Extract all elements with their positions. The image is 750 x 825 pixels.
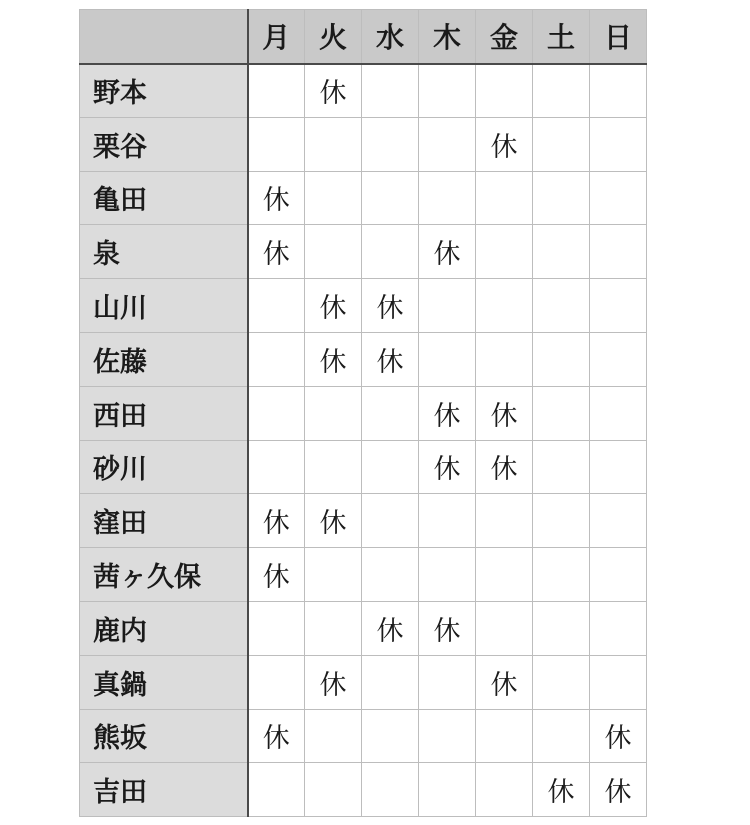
- day-header-sun: 日: [590, 10, 647, 64]
- staff-name: 野本: [80, 64, 248, 118]
- schedule-container: [79, 9, 647, 817]
- schedule-cell: [476, 763, 533, 817]
- schedule-cell: [590, 225, 647, 279]
- schedule-cell: [248, 655, 305, 709]
- schedule-cell: [248, 763, 305, 817]
- schedule-cell: 休: [305, 64, 362, 118]
- schedule-cell: [362, 117, 419, 171]
- day-header-tue: 火: [305, 10, 362, 64]
- schedule-cell: [533, 655, 590, 709]
- day-header-fri: 金: [476, 10, 533, 64]
- schedule-cell: [305, 440, 362, 494]
- schedule-cell: [476, 548, 533, 602]
- schedule-cell: [305, 709, 362, 763]
- schedule-cell: [419, 709, 476, 763]
- staff-name: 鹿内: [80, 601, 248, 655]
- schedule-cell: [419, 763, 476, 817]
- schedule-cell: 休: [362, 601, 419, 655]
- schedule-cell: [362, 548, 419, 602]
- schedule-cell: [305, 117, 362, 171]
- corner-cell: [80, 10, 248, 64]
- schedule-cell: [533, 117, 590, 171]
- schedule-cell: [305, 548, 362, 602]
- schedule-cell: 休: [248, 709, 305, 763]
- staff-name: 亀田: [80, 171, 248, 225]
- schedule-cell: [590, 386, 647, 440]
- schedule-cell: [305, 763, 362, 817]
- day-header-mon: 月: [248, 10, 305, 64]
- schedule-cell: [590, 64, 647, 118]
- schedule-cell: [362, 440, 419, 494]
- schedule-cell: [419, 332, 476, 386]
- table-row: [80, 117, 647, 171]
- schedule-cell: 休: [248, 225, 305, 279]
- schedule-cell: [362, 225, 419, 279]
- table-row: [80, 440, 647, 494]
- schedule-cell: 休: [419, 601, 476, 655]
- staff-name: 窪田: [80, 494, 248, 548]
- schedule-cell: [476, 171, 533, 225]
- schedule-cell: 休: [419, 386, 476, 440]
- staff-name: 真鍋: [80, 655, 248, 709]
- schedule-cell: [476, 279, 533, 333]
- schedule-cell: [248, 332, 305, 386]
- schedule-cell: [419, 548, 476, 602]
- schedule-cell: [419, 494, 476, 548]
- staff-name: 山川: [80, 279, 248, 333]
- schedule-cell: [362, 763, 419, 817]
- schedule-cell: 休: [476, 117, 533, 171]
- schedule-cell: 休: [305, 332, 362, 386]
- table-row: [80, 225, 647, 279]
- schedule-cell: 休: [305, 279, 362, 333]
- table-row: [80, 548, 647, 602]
- schedule-cell: 休: [248, 548, 305, 602]
- day-header-sat: 土: [533, 10, 590, 64]
- schedule-cell: [533, 225, 590, 279]
- schedule-cell: [419, 279, 476, 333]
- schedule-body: [80, 64, 647, 817]
- schedule-cell: [533, 601, 590, 655]
- schedule-cell: 休: [419, 440, 476, 494]
- schedule-cell: [590, 332, 647, 386]
- staff-name: 茜ヶ久保: [80, 548, 248, 602]
- schedule-cell: 休: [476, 440, 533, 494]
- table-row: [80, 655, 647, 709]
- staff-name: 栗谷: [80, 117, 248, 171]
- day-header-thu: 木: [419, 10, 476, 64]
- schedule-cell: 休: [362, 279, 419, 333]
- table-row: [80, 171, 647, 225]
- schedule-cell: [248, 601, 305, 655]
- schedule-cell: [590, 494, 647, 548]
- schedule-cell: [419, 64, 476, 118]
- schedule-cell: [476, 225, 533, 279]
- schedule-cell: 休: [305, 655, 362, 709]
- schedule-cell: [362, 171, 419, 225]
- staff-name: 吉田: [80, 763, 248, 817]
- table-row: [80, 386, 647, 440]
- table-row: [80, 709, 647, 763]
- schedule-cell: [476, 332, 533, 386]
- schedule-cell: [533, 332, 590, 386]
- schedule-cell: [305, 225, 362, 279]
- staff-name: 佐藤: [80, 332, 248, 386]
- schedule-cell: [590, 171, 647, 225]
- schedule-cell: 休: [248, 171, 305, 225]
- schedule-cell: [305, 171, 362, 225]
- schedule-cell: 休: [362, 332, 419, 386]
- schedule-cell: [533, 548, 590, 602]
- schedule-cell: 休: [533, 763, 590, 817]
- schedule-cell: [590, 117, 647, 171]
- table-row: [80, 64, 647, 118]
- table-row: [80, 763, 647, 817]
- schedule-cell: [590, 601, 647, 655]
- schedule-cell: [248, 440, 305, 494]
- schedule-cell: [248, 117, 305, 171]
- staff-name: 砂川: [80, 440, 248, 494]
- schedule-cell: 休: [419, 225, 476, 279]
- schedule-cell: [362, 655, 419, 709]
- schedule-cell: 休: [305, 494, 362, 548]
- schedule-cell: [305, 386, 362, 440]
- day-off-schedule-table: [79, 9, 647, 817]
- schedule-cell: [590, 440, 647, 494]
- schedule-cell: [248, 386, 305, 440]
- schedule-cell: [248, 279, 305, 333]
- schedule-cell: [248, 64, 305, 118]
- table-row: [80, 279, 647, 333]
- schedule-cell: [590, 655, 647, 709]
- header-row: [80, 10, 647, 64]
- schedule-cell: 休: [248, 494, 305, 548]
- schedule-cell: [590, 548, 647, 602]
- schedule-cell: [533, 386, 590, 440]
- schedule-cell: [476, 709, 533, 763]
- schedule-cell: [533, 64, 590, 118]
- table-row: [80, 601, 647, 655]
- schedule-cell: [362, 709, 419, 763]
- schedule-cell: [419, 655, 476, 709]
- schedule-cell: [533, 171, 590, 225]
- table-row: [80, 494, 647, 548]
- schedule-cell: [476, 601, 533, 655]
- schedule-cell: [533, 279, 590, 333]
- schedule-cell: 休: [476, 386, 533, 440]
- schedule-cell: [362, 494, 419, 548]
- schedule-cell: [476, 494, 533, 548]
- schedule-cell: 休: [476, 655, 533, 709]
- schedule-cell: [305, 601, 362, 655]
- staff-name: 西田: [80, 386, 248, 440]
- schedule-cell: [533, 440, 590, 494]
- schedule-cell: [533, 709, 590, 763]
- schedule-cell: [362, 64, 419, 118]
- schedule-cell: 休: [590, 709, 647, 763]
- schedule-cell: 休: [590, 763, 647, 817]
- schedule-cell: [419, 171, 476, 225]
- schedule-cell: [362, 386, 419, 440]
- schedule-cell: [590, 279, 647, 333]
- staff-name: 泉: [80, 225, 248, 279]
- table-row: [80, 332, 647, 386]
- schedule-cell: [533, 494, 590, 548]
- schedule-cell: [419, 117, 476, 171]
- day-header-wed: 水: [362, 10, 419, 64]
- schedule-cell: [476, 64, 533, 118]
- staff-name: 熊坂: [80, 709, 248, 763]
